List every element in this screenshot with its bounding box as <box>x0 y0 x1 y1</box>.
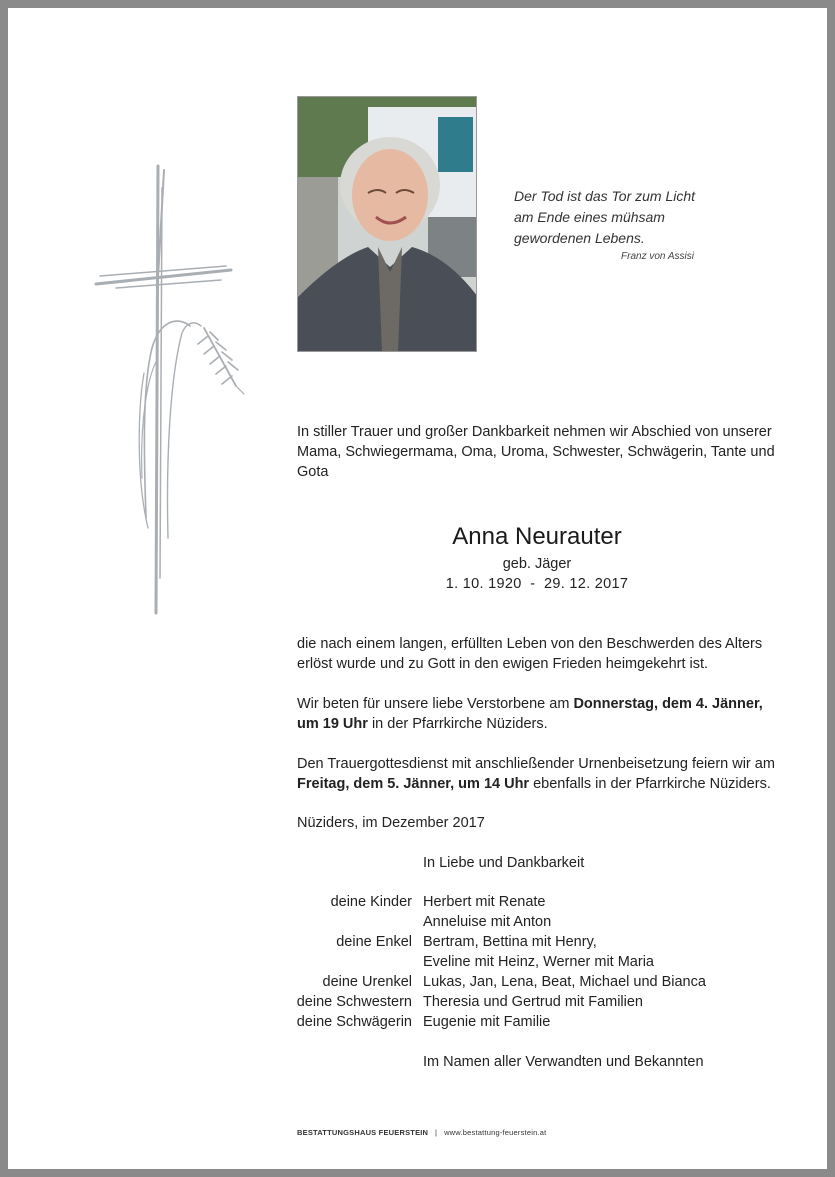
obituary-sheet <box>8 8 827 1169</box>
family-value: Eveline mit Heinz, Werner mit Maria <box>423 954 654 970</box>
prayer-text-post: in der Pfarrkirche Nüziders. <box>367 716 548 732</box>
quote-line-1: Der Tod ist das Tor zum Licht <box>514 188 696 204</box>
family-value: Eugenie mit Familie <box>423 1014 551 1030</box>
service-text-post: ebenfalls in der Pfarrkirche Nüziders. <box>529 776 771 792</box>
prayer-date: Donnerstag, dem 4. Jänner, um 19 Uhr <box>297 696 763 732</box>
family-row <box>288 952 788 972</box>
family-row <box>288 932 788 952</box>
final-line: Im Namen aller Verwandten und Bekannten <box>423 1054 704 1070</box>
footer <box>297 1128 546 1137</box>
paragraph-prayer <box>297 694 777 734</box>
deceased-name: Anna Neurauter <box>452 523 622 550</box>
life-dates: 1. 10. 1920 - 29. 12. 2017 <box>445 576 629 592</box>
quote-line-2: am Ende eines mühsam <box>514 209 665 225</box>
family-label: deine Schwägerin <box>296 1014 412 1030</box>
paragraph-service <box>297 754 777 794</box>
family-value: Anneluise mit Anton <box>423 914 552 930</box>
family-row <box>288 992 788 1012</box>
service-date: Freitag, dem 5. Jänner, um 14 Uhr <box>297 776 530 792</box>
quote <box>514 186 744 264</box>
service-text-pre: Den Trauergottesdienst mit anschließender Urnenbeisetzung feiern wir am <box>297 756 775 772</box>
footer-url[interactable]: www.bestattung-feuerstein.at <box>444 1128 547 1137</box>
family-label: deine Urenkel <box>322 974 412 990</box>
family-row <box>288 912 788 932</box>
quote-line-3: gewordenen Lebens. <box>514 230 645 246</box>
quote-author: Franz von Assisi <box>621 251 694 262</box>
family-value: Bertram, Bettina mit Henry, <box>423 934 597 950</box>
birth-name: geb. Jäger <box>502 556 572 572</box>
family-label <box>288 952 423 972</box>
family-label: deine Enkel <box>336 934 412 950</box>
prayer-text-pre: Wir beten für unsere liebe Verstorbene am <box>297 696 574 712</box>
family-row <box>288 972 788 992</box>
portrait-photo <box>297 96 477 352</box>
cross-with-wheat-icon <box>86 158 256 628</box>
family-value: Herbert mit Renate <box>423 894 546 910</box>
family-label <box>288 912 423 932</box>
family-label: deine Kinder <box>330 894 412 910</box>
footer-brand: BESTATTUNGSHAUS FEUERSTEIN <box>297 1128 429 1137</box>
family-row <box>288 1012 788 1032</box>
family-value: Theresia und Gertrud mit Familien <box>423 994 643 1010</box>
family-label: deine Schwestern <box>296 994 412 1010</box>
family-list <box>288 892 788 1032</box>
paragraph-release: die nach einem langen, erfüllten Leben von den Beschwerden des Alters erlöst wurde und zu Gott in den ewigen Frieden heimgekehrt ist. <box>297 636 763 672</box>
family-row <box>288 892 788 912</box>
family-value: Lukas, Jan, Lena, Beat, Michael und Bianca <box>423 974 706 990</box>
intro-text: In stiller Trauer und großer Dankbarkeit nehmen wir Abschied von unserer Mama, Schwiegermama, Oma, Uroma, Schwester, Schwägerin, Tante und Gota <box>297 424 775 480</box>
footer-separator: | <box>435 1128 438 1137</box>
place-date: Nüziders, im Dezember 2017 <box>297 815 485 831</box>
portrait-illustration <box>298 97 477 352</box>
closing-line: In Liebe und Dankbarkeit <box>423 855 585 871</box>
